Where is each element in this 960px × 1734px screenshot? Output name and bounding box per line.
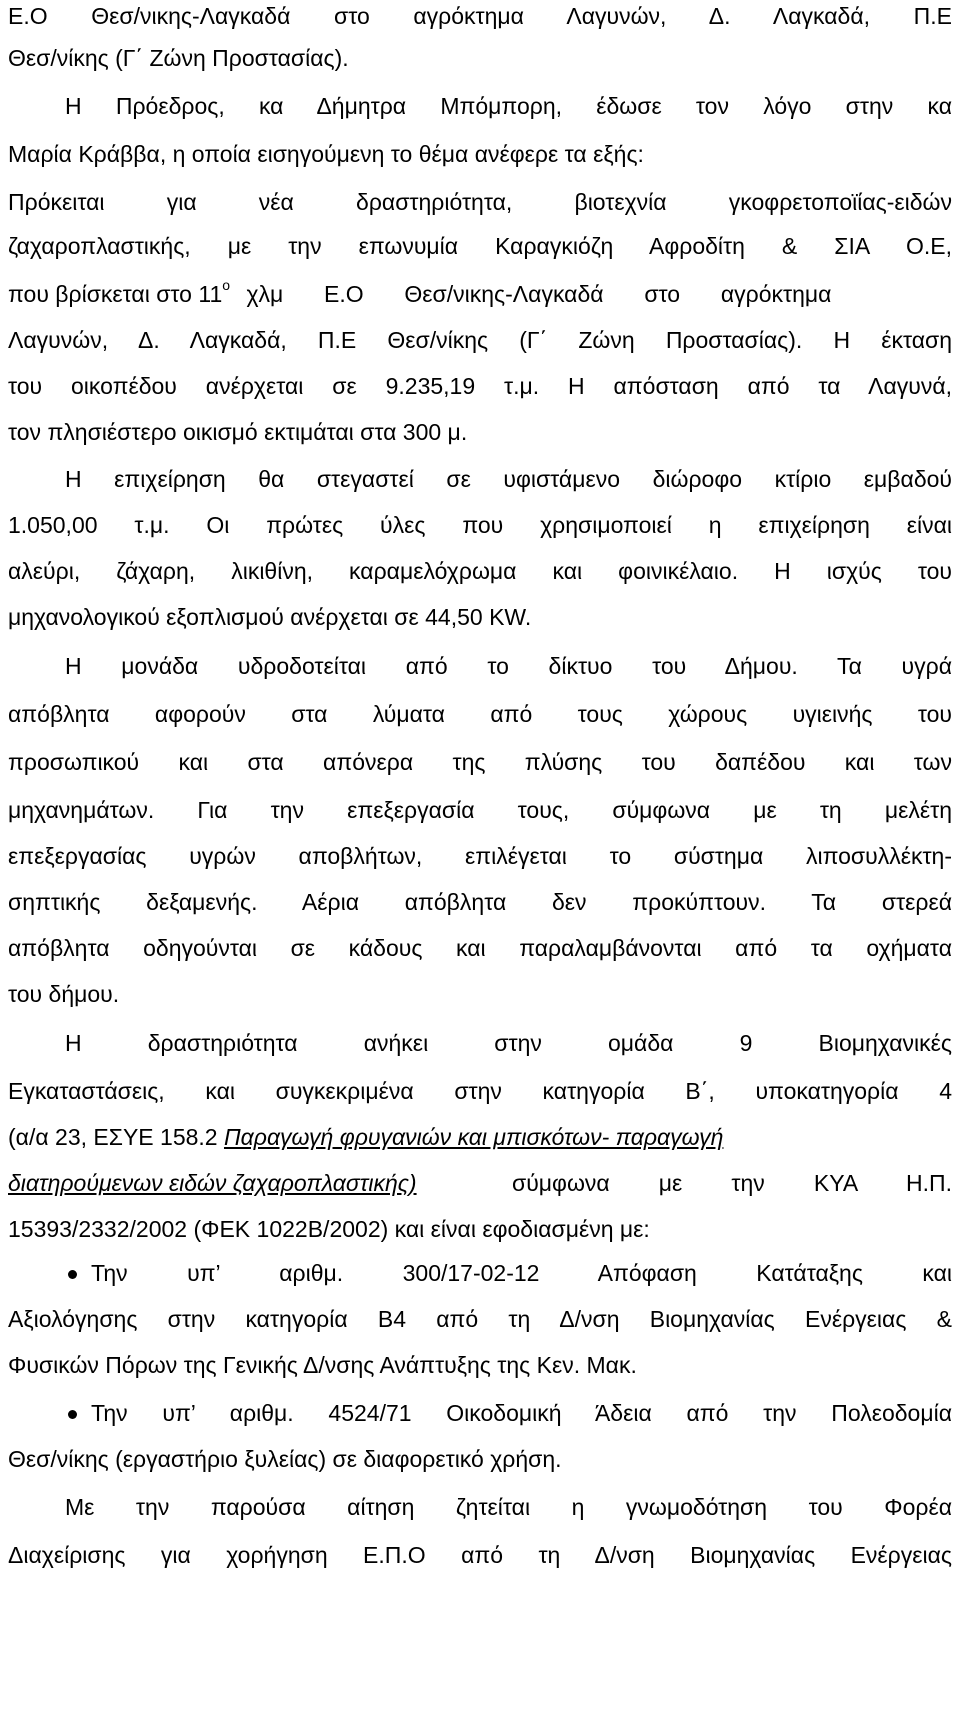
text-line-6: ζαχαροπλαστικής, με την επωνυμία Καραγκιόζη Αφροδίτη & ΣΙΑ Ο.Ε, <box>8 233 952 259</box>
text-line-25 <box>8 1123 952 1151</box>
text-line-19: επεξεργασίας υγρών αποβλήτων, επιλέγεται το σύστημα λιποσυλλέκτη- <box>8 843 952 869</box>
bullet-icon <box>68 1270 77 1279</box>
text-line-3: Η Πρόεδρος, κα Δήμητρα Μπόμπορη, έδωσε τον λόγο στην κα <box>65 93 952 119</box>
text-line-11: Η επιχείρηση θα στεγαστεί σε υφιστάμενο διώροφο κτίριο εμβαδού <box>65 466 952 492</box>
text-line-1: Ε.Ο Θεσ/νικης-Λαγκαδά στο αγρόκτημα Λαγυνών, Δ. Λαγκαδά, Π.Ε <box>8 3 952 29</box>
text-line-25-start: (α/α 23, ΕΣΥΕ 158.2 <box>8 1124 224 1150</box>
text-line-25-italic: Παραγωγή φρυγανιών και μπισκότων- παραγωγή <box>223 1124 724 1150</box>
text-line-26-italic: διατηρούμενων ειδών ζαχαροπλαστικής) <box>8 1170 417 1196</box>
text-line-13: αλεύρι, ζάχαρη, λικιθίνη, καραμελόχρωμα και φοινικέλαιο. Η ισχύς του <box>8 558 952 584</box>
text-line-30: Φυσικών Πόρων της Γενικής Δ/νσης Ανάπτυξης της Κεν. Μακ. <box>8 1352 637 1378</box>
text-line-28: Την υπ’ αριθμ. 300/17-02-12 Απόφαση Κατάταξης και <box>91 1260 952 1286</box>
text-line-15: Η μονάδα υδροδοτείται από το δίκτυο του Δήμου. Τα υγρά <box>65 653 952 679</box>
text-line-9: του οικοπέδου ανέρχεται σε 9.235,19 τ.μ. Η απόσταση από τα Λαγυνά, <box>8 373 952 399</box>
text-line-14: μηχανολογικού εξοπλισμού ανέρχεται σε 44,50 KW. <box>8 604 532 630</box>
degree-superscript: ο <box>222 277 231 294</box>
text-line-17: προσωπικού και στα απόνερα της πλύσης του δαπέδου και των <box>8 749 952 775</box>
text-line-29: Αξιολόγησης στην κατηγορία Β4 από τη Δ/νση Βιομηχανίας Ενέργειας & <box>8 1306 952 1332</box>
text-line-32: Θεσ/νίκης (εργαστήριο ξυλείας) σε διαφορετικό χρήση. <box>8 1446 562 1472</box>
text-line-22: του δήμου. <box>8 981 120 1007</box>
text-line-33: Με την παρούσα αίτηση ζητείται η γνωμοδότηση του Φορέα <box>65 1494 952 1520</box>
text-line-10: τον πλησιέστερο οικισμό εκτιμάται στα 300 μ. <box>8 419 468 445</box>
text-line-2: Θεσ/νίκης (Γ΄ Ζώνη Προστασίας). <box>8 45 349 71</box>
text-line-16: απόβλητα αφορούν στα λύματα από τους χώρους υγιεινής του <box>8 701 952 727</box>
text-line-26 <box>8 1169 952 1197</box>
text-line-7 <box>8 277 952 308</box>
text-line-23: Η δραστηριότητα ανήκει στην ομάδα 9 Βιομηχανικές <box>65 1030 952 1056</box>
text-line-18: μηχανημάτων. Για την επεξεργασία τους, σύμφωνα με τη μελέτη <box>8 797 952 823</box>
text-line-7-rest: χλμ Ε.Ο Θεσ/νικης-Λαγκαδά στο αγρόκτημα <box>246 281 832 307</box>
text-line-21: απόβλητα οδηγούνται σε κάδους και παραλαμβάνονται από τα οχήματα <box>8 935 952 961</box>
text-line-24: Εγκαταστάσεις, και συγκεκριμένα στην κατηγορία Β΄, υποκατηγορία 4 <box>8 1078 952 1104</box>
text-line-34: Διαχείρισης για χορήγηση Ε.Π.Ο από τη Δ/νση Βιομηχανίας Ενέργειας <box>8 1542 952 1568</box>
text-line-8: Λαγυνών, Δ. Λαγκαδά, Π.Ε Θεσ/νίκης (Γ΄ Ζώνη Προστασίας). Η έκταση <box>8 327 952 353</box>
text-line-4: Μαρία Κράββα, η οποία εισηγούμενη το θέμα ανέφερε τα εξής: <box>8 141 644 167</box>
text-line-12: 1.050,00 τ.μ. Οι πρώτες ύλες που χρησιμοποιεί η επιχείρηση είναι <box>8 512 952 538</box>
text-line-5: Πρόκειται για νέα δραστηριότητα, βιοτεχνία γκοφρετοποϊίας-ειδών <box>8 189 952 215</box>
text-line-7-prefix: που βρίσκεται στο 11 <box>8 281 223 307</box>
text-line-27: 15393/2332/2002 (ΦΕΚ 1022Β/2002) και είναι εφοδιασμένη με: <box>8 1216 650 1242</box>
text-line-20: σηπτικής δεξαμενής. Αέρια απόβλητα δεν προκύπτουν. Τα στερεά <box>8 889 952 915</box>
bullet-icon <box>68 1410 77 1419</box>
text-line-26-rest: σύμφωνα με την ΚΥΑ Η.Π. <box>512 1170 952 1196</box>
text-line-31: Την υπ’ αριθμ. 4524/71 Οικοδομική Άδεια από την Πολεοδομία <box>91 1400 952 1426</box>
